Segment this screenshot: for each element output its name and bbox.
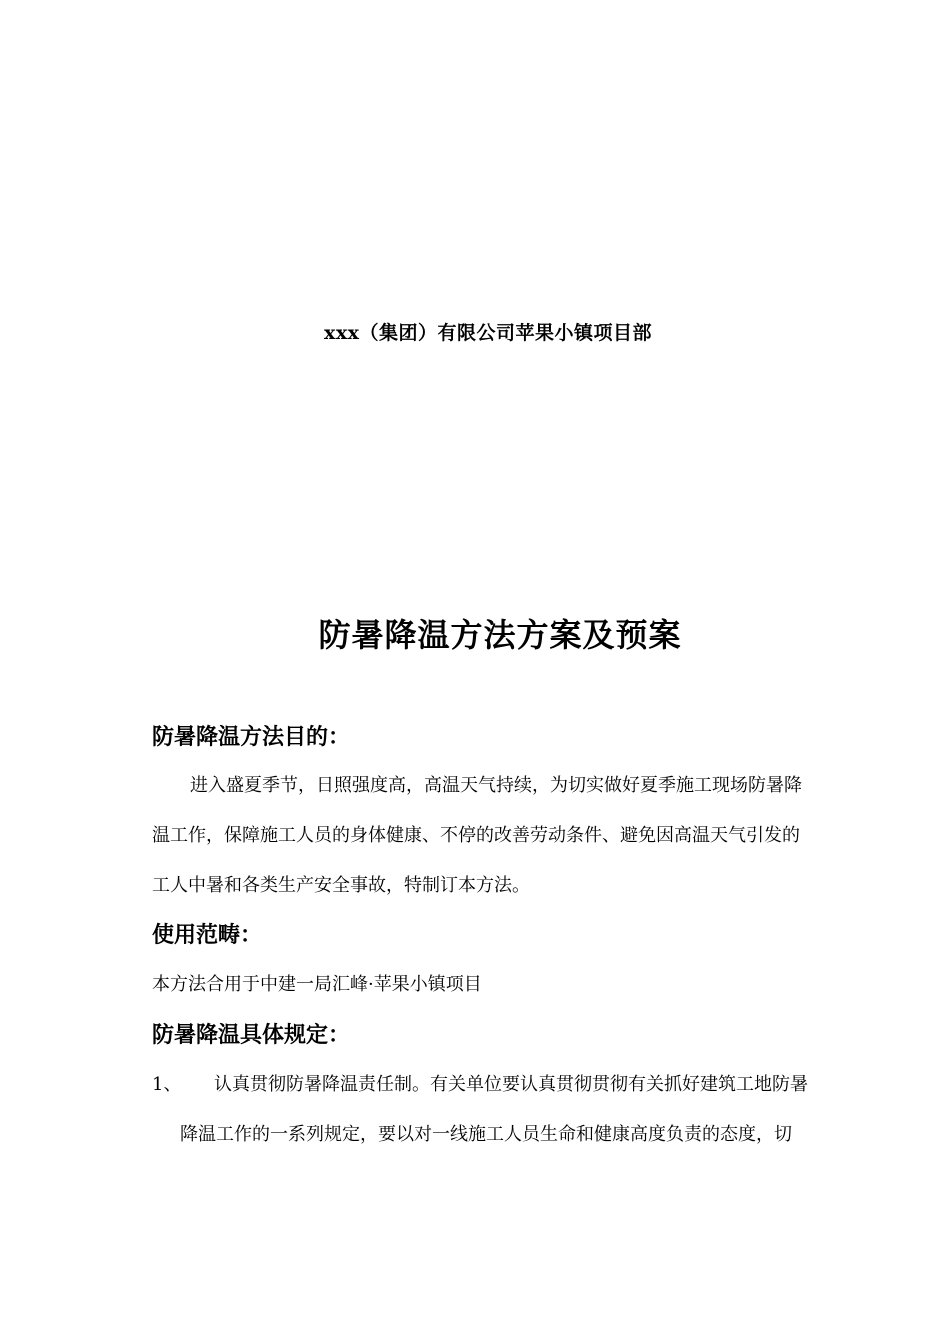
section-heading-rules: 防暑降温具体规定： [152, 1022, 351, 1048]
section-heading-purpose: 防暑降温方法目的： [152, 724, 351, 750]
rule-item-1-line-1: 认真贯彻防暑降温责任制。有关单位要认真贯彻贯彻有关抓好建筑工地防暑 [214, 1074, 808, 1095]
purpose-paragraph-line-1: 进入盛夏季节，日照强度高，高温天气持续，为切实做好夏季施工现场防暑降 [190, 775, 802, 796]
rule-item-1-line-2: 降温工作的一系列规定，要以对一线施工人员生命和健康高度负责的态度，切 [180, 1124, 792, 1145]
rule-item-number-1: 1、 [152, 1074, 182, 1095]
company-name: xxx（集团）有限公司苹果小镇项目部 [324, 322, 652, 344]
purpose-paragraph-line-3: 工人中暑和各类生产安全事故，特制订本方法。 [152, 875, 530, 896]
section-heading-scope: 使用范畴： [152, 922, 263, 948]
document-title: 防暑降温方法方案及预案 [318, 616, 682, 654]
purpose-paragraph-line-2: 温工作，保障施工人员的身体健康、不停的改善劳动条件、避免因高温天气引发的 [152, 825, 800, 846]
scope-text: 本方法合用于中建一局汇峰·苹果小镇项目 [152, 974, 482, 995]
